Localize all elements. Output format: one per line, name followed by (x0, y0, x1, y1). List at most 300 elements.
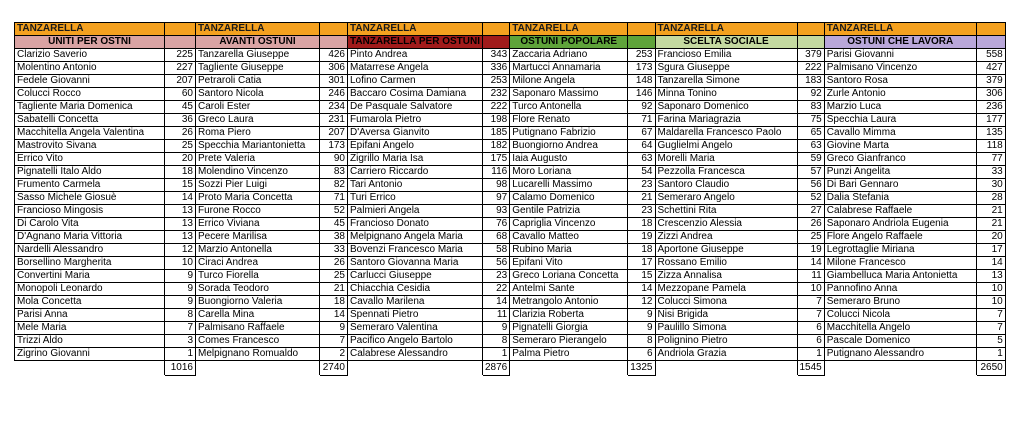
table-row (15, 179, 1006, 192)
candidate-name: Specchia Laura (824, 114, 976, 127)
candidate-votes: 90 (320, 153, 348, 166)
candidate-name: Zurle Antonio (824, 88, 976, 101)
candidate-votes: 59 (797, 153, 824, 166)
totals-row (15, 361, 1006, 376)
candidate-votes: 45 (165, 101, 196, 114)
candidate-votes: 64 (628, 140, 655, 153)
total-spacer (655, 361, 797, 376)
candidate-votes: 97 (483, 192, 510, 205)
coalition-spacer (628, 23, 655, 36)
candidate-votes: 118 (976, 140, 1005, 153)
candidate-name: D'Agnano Maria Vittoria (15, 231, 165, 244)
candidate-votes: 23 (483, 270, 510, 283)
candidate-name: Colucci Nicola (824, 309, 976, 322)
candidate-votes: 98 (483, 179, 510, 192)
table-row (15, 231, 1006, 244)
coalition-label: TANZARELLA (196, 23, 320, 36)
candidate-votes: 56 (483, 257, 510, 270)
candidate-votes: 25 (320, 270, 348, 283)
candidate-name: Zaccaria Adriano (510, 49, 628, 62)
candidate-votes: 18 (628, 218, 655, 231)
candidate-name: Colucci Rocco (15, 88, 165, 101)
table-row (15, 309, 1006, 322)
candidate-votes: 33 (320, 244, 348, 257)
candidate-name: Zigrino Giovanni (15, 348, 165, 361)
candidate-name: Tanzarella Simone (655, 75, 797, 88)
candidate-votes: 92 (628, 101, 655, 114)
table-row (15, 270, 1006, 283)
total-spacer (15, 361, 165, 376)
candidate-name: Francioso Mingosis (15, 205, 165, 218)
candidate-votes: 19 (628, 231, 655, 244)
candidate-votes: 20 (165, 153, 196, 166)
candidate-votes: 135 (976, 127, 1005, 140)
candidate-votes: 65 (797, 127, 824, 140)
candidate-name: Pignatelli Italo Aldo (15, 166, 165, 179)
candidate-votes: 1 (165, 348, 196, 361)
candidate-votes: 75 (797, 114, 824, 127)
candidate-name: Milone Francesco (824, 257, 976, 270)
candidate-votes: 12 (628, 296, 655, 309)
candidate-votes: 9 (165, 270, 196, 283)
candidate-name: Palma Pietro (510, 348, 628, 361)
list-name: UNITI PER OSTNI (15, 36, 165, 49)
candidate-name: Marzio Antonella (196, 244, 320, 257)
candidate-votes: 14 (320, 309, 348, 322)
candidate-name: Chiacchia Cesidia (348, 283, 483, 296)
table-row (15, 166, 1006, 179)
candidate-votes: 26 (320, 257, 348, 270)
candidate-name: Marzio Luca (824, 101, 976, 114)
candidate-name: Sorada Teodoro (196, 283, 320, 296)
list-total: 2650 (976, 361, 1005, 376)
candidate-name: Flore Angelo Raffaele (824, 231, 976, 244)
candidate-name: Tagliente Giuseppe (196, 62, 320, 75)
candidate-votes: 58 (483, 244, 510, 257)
candidate-votes: 183 (797, 75, 824, 88)
candidate-name: Calabrese Alessandro (348, 348, 483, 361)
candidate-name: Greco Laura (196, 114, 320, 127)
candidate-name: Roma Piero (196, 127, 320, 140)
coalition-row (15, 23, 1006, 36)
candidate-votes: 93 (483, 205, 510, 218)
candidate-votes: 198 (483, 114, 510, 127)
candidate-name: Francioso Emilia (655, 49, 797, 62)
candidate-votes: 177 (976, 114, 1005, 127)
candidate-name: Sabatelli Concetta (15, 114, 165, 127)
candidate-name: Colucci Simona (655, 296, 797, 309)
list-name-spacer (165, 36, 196, 49)
candidate-name: Caroli Ester (196, 101, 320, 114)
candidate-name: Spennati Pietro (348, 309, 483, 322)
candidate-votes: 9 (628, 322, 655, 335)
candidate-votes: 17 (976, 244, 1005, 257)
candidate-name: Punzi Angelita (824, 166, 976, 179)
candidate-votes: 13 (165, 218, 196, 231)
candidate-votes: 27 (797, 205, 824, 218)
candidate-votes: 11 (483, 309, 510, 322)
candidate-votes: 23 (628, 179, 655, 192)
candidate-name: Nardelli Alessandro (15, 244, 165, 257)
candidate-name: Comes Francesco (196, 335, 320, 348)
candidate-votes: 173 (320, 140, 348, 153)
candidate-name: Proto Maria Concetta (196, 192, 320, 205)
candidate-votes: 9 (483, 322, 510, 335)
candidate-name: Morelli Maria (655, 153, 797, 166)
candidate-name: Palmieri Angela (348, 205, 483, 218)
candidate-votes: 379 (797, 49, 824, 62)
candidate-name: Pinto Andrea (348, 49, 483, 62)
candidate-name: Di Bari Gennaro (824, 179, 976, 192)
results-table (14, 22, 1006, 376)
candidate-votes: 26 (165, 127, 196, 140)
table-row (15, 283, 1006, 296)
candidate-name: Sozzi Pier Luigi (196, 179, 320, 192)
table-row (15, 257, 1006, 270)
candidate-name: Milone Angela (510, 75, 628, 88)
candidate-votes: 83 (797, 101, 824, 114)
candidate-votes: 1 (483, 348, 510, 361)
coalition-label: TANZARELLA (655, 23, 797, 36)
candidate-votes: 6 (628, 348, 655, 361)
candidate-name: Macchitella Angelo (824, 322, 976, 335)
candidate-votes: 36 (165, 114, 196, 127)
candidate-votes: 8 (483, 335, 510, 348)
candidate-name: Parisi Anna (15, 309, 165, 322)
candidate-votes: 77 (976, 153, 1005, 166)
candidate-votes: 10 (797, 283, 824, 296)
table-row (15, 244, 1006, 257)
candidate-votes: 21 (320, 283, 348, 296)
candidate-name: Tagliente Maria Domenica (15, 101, 165, 114)
candidate-votes: 68 (483, 231, 510, 244)
list-name: OSTUNI CHE LAVORA (824, 36, 976, 49)
candidate-name: Mezzopane Pamela (655, 283, 797, 296)
candidate-name: Molendino Vincenzo (196, 166, 320, 179)
table-row (15, 114, 1006, 127)
candidate-name: Cavallo Matteo (510, 231, 628, 244)
candidate-name: Macchitella Angela Valentina (15, 127, 165, 140)
coalition-spacer (976, 23, 1005, 36)
candidate-name: Greco Gianfranco (824, 153, 976, 166)
list-total: 1545 (797, 361, 824, 376)
candidate-votes: 38 (320, 231, 348, 244)
candidate-votes: 232 (483, 88, 510, 101)
list-name-spacer (628, 36, 655, 49)
candidate-name: Epifani Angelo (348, 140, 483, 153)
candidate-votes: 246 (320, 88, 348, 101)
candidate-votes: 7 (797, 296, 824, 309)
candidate-votes: 343 (483, 49, 510, 62)
candidate-name: Francioso Donato (348, 218, 483, 231)
candidate-name: Clarizio Saverio (15, 49, 165, 62)
candidate-name: Greco Loriana Concetta (510, 270, 628, 283)
table-row (15, 348, 1006, 361)
candidate-votes: 52 (320, 205, 348, 218)
candidate-name: Putignano Fabrizio (510, 127, 628, 140)
candidate-votes: 301 (320, 75, 348, 88)
candidate-votes: 54 (628, 166, 655, 179)
candidate-votes: 222 (483, 101, 510, 114)
candidate-name: Cavallo Mimma (824, 127, 976, 140)
list-name-spacer (483, 36, 510, 49)
candidate-votes: 14 (976, 257, 1005, 270)
candidate-votes: 236 (976, 101, 1005, 114)
candidate-name: Santoro Giovanna Maria (348, 257, 483, 270)
candidate-name: Turi Errico (348, 192, 483, 205)
candidate-name: Errico Vito (15, 153, 165, 166)
candidate-name: Pacifico Angelo Bartolo (348, 335, 483, 348)
candidate-name: Carlucci Giuseppe (348, 270, 483, 283)
candidate-name: Turco Antonella (510, 101, 628, 114)
candidate-name: Dalia Stefania (824, 192, 976, 205)
candidate-name: Lucarelli Massimo (510, 179, 628, 192)
candidate-votes: 185 (483, 127, 510, 140)
candidate-name: Frumento Carmela (15, 179, 165, 192)
coalition-label: TANZARELLA (15, 23, 165, 36)
candidate-votes: 7 (320, 335, 348, 348)
candidate-votes: 231 (320, 114, 348, 127)
candidate-votes: 207 (320, 127, 348, 140)
candidate-votes: 207 (165, 75, 196, 88)
candidate-name: Schettini Rita (655, 205, 797, 218)
candidate-name: Melpignano Romualdo (196, 348, 320, 361)
list-total: 2740 (320, 361, 348, 376)
candidate-name: Iaia Augusto (510, 153, 628, 166)
candidate-votes: 253 (483, 75, 510, 88)
candidate-name: Palmisano Raffaele (196, 322, 320, 335)
candidate-name: Bovenzi Francesco Maria (348, 244, 483, 257)
candidate-name: Semeraro Valentina (348, 322, 483, 335)
candidate-name: Fedele Giovanni (15, 75, 165, 88)
candidate-votes: 92 (797, 88, 824, 101)
candidate-name: Semeraro Bruno (824, 296, 976, 309)
table-row (15, 101, 1006, 114)
candidate-votes: 28 (976, 192, 1005, 205)
candidate-name: Mastrovito Sivana (15, 140, 165, 153)
candidate-votes: 12 (165, 244, 196, 257)
candidate-votes: 2 (320, 348, 348, 361)
candidate-votes: 18 (165, 166, 196, 179)
candidate-votes: 71 (628, 114, 655, 127)
candidate-name: Monopoli Leonardo (15, 283, 165, 296)
table-row (15, 335, 1006, 348)
candidate-name: Baccaro Cosima Damiana (348, 88, 483, 101)
candidate-name: Santoro Rosa (824, 75, 976, 88)
candidate-votes: 17 (628, 257, 655, 270)
coalition-label: TANZARELLA (510, 23, 628, 36)
candidate-votes: 148 (628, 75, 655, 88)
candidate-name: Errico Viviana (196, 218, 320, 231)
candidate-votes: 13 (976, 270, 1005, 283)
total-spacer (348, 361, 483, 376)
candidate-votes: 7 (797, 309, 824, 322)
candidate-name: Zigrillo Maria Isa (348, 153, 483, 166)
candidate-votes: 15 (165, 179, 196, 192)
total-spacer (510, 361, 628, 376)
candidate-name: Pignatelli Giorgia (510, 322, 628, 335)
candidate-votes: 14 (483, 296, 510, 309)
candidate-votes: 76 (483, 218, 510, 231)
coalition-spacer (320, 23, 348, 36)
candidate-name: Santoro Claudio (655, 179, 797, 192)
candidate-name: D'Aversa Gianvito (348, 127, 483, 140)
candidate-name: Molentino Antonio (15, 62, 165, 75)
candidate-name: Zizza Annalisa (655, 270, 797, 283)
candidate-votes: 146 (628, 88, 655, 101)
candidate-votes: 21 (976, 218, 1005, 231)
candidate-name: Farina Mariagrazia (655, 114, 797, 127)
candidate-votes: 426 (320, 49, 348, 62)
candidate-name: Guglielmi Angelo (655, 140, 797, 153)
candidate-name: Buongiorno Valeria (196, 296, 320, 309)
list-total: 2876 (483, 361, 510, 376)
candidate-votes: 82 (320, 179, 348, 192)
candidate-votes: 227 (165, 62, 196, 75)
candidate-name: Tanzarella Giuseppe (196, 49, 320, 62)
candidate-name: Calamo Domenico (510, 192, 628, 205)
candidate-name: Turco Fiorella (196, 270, 320, 283)
candidate-votes: 67 (628, 127, 655, 140)
total-spacer (824, 361, 976, 376)
candidate-votes: 60 (165, 88, 196, 101)
candidate-votes: 306 (320, 62, 348, 75)
candidate-name: Calabrese Raffaele (824, 205, 976, 218)
candidate-name: Cavallo Marilena (348, 296, 483, 309)
candidate-name: Nisi Brigida (655, 309, 797, 322)
candidate-name: Putignano Alessandro (824, 348, 976, 361)
candidate-votes: 182 (483, 140, 510, 153)
candidate-name: Tari Antonio (348, 179, 483, 192)
candidate-name: Gentile Patrizia (510, 205, 628, 218)
candidate-votes: 13 (165, 231, 196, 244)
table-row (15, 322, 1006, 335)
total-spacer (196, 361, 320, 376)
candidate-name: Pecere Marilisa (196, 231, 320, 244)
results-body (15, 23, 1006, 376)
candidate-votes: 14 (797, 257, 824, 270)
candidate-votes: 18 (628, 244, 655, 257)
candidate-name: Metrangolo Antonio (510, 296, 628, 309)
coalition-spacer (797, 23, 824, 36)
candidate-name: Crescenzio Alessia (655, 218, 797, 231)
candidate-votes: 6 (797, 322, 824, 335)
candidate-name: De Pasquale Salvatore (348, 101, 483, 114)
table-row (15, 192, 1006, 205)
coalition-label: TANZARELLA (824, 23, 976, 36)
candidate-name: Prete Valeria (196, 153, 320, 166)
candidate-name: Moro Loriana (510, 166, 628, 179)
candidate-votes: 3 (165, 335, 196, 348)
table-row (15, 205, 1006, 218)
table-row (15, 62, 1006, 75)
candidate-votes: 7 (976, 322, 1005, 335)
candidate-votes: 253 (628, 49, 655, 62)
candidate-votes: 9 (165, 296, 196, 309)
list-total: 1016 (165, 361, 196, 376)
candidate-name: Capriglia Vincenzo (510, 218, 628, 231)
candidate-name: Rossano Emilio (655, 257, 797, 270)
coalition-spacer (483, 23, 510, 36)
candidate-name: Semeraro Pierangelo (510, 335, 628, 348)
candidate-votes: 5 (976, 335, 1005, 348)
candidate-votes: 83 (320, 166, 348, 179)
candidate-name: Fumarola Pietro (348, 114, 483, 127)
candidate-votes: 10 (976, 283, 1005, 296)
candidate-votes: 9 (320, 322, 348, 335)
coalition-spacer (165, 23, 196, 36)
candidate-votes: 21 (976, 205, 1005, 218)
candidate-name: Giambelluca Maria Antonietta (824, 270, 976, 283)
table-row (15, 153, 1006, 166)
candidate-votes: 225 (165, 49, 196, 62)
candidate-votes: 7 (976, 309, 1005, 322)
candidate-name: Flore Renato (510, 114, 628, 127)
candidate-votes: 22 (483, 283, 510, 296)
candidate-votes: 21 (628, 192, 655, 205)
candidate-name: Convertini Maria (15, 270, 165, 283)
candidate-name: Santoro Nicola (196, 88, 320, 101)
candidate-votes: 10 (976, 296, 1005, 309)
candidate-votes: 63 (797, 140, 824, 153)
candidate-name: Semeraro Angelo (655, 192, 797, 205)
candidate-votes: 306 (976, 88, 1005, 101)
candidate-name: Andriola Grazia (655, 348, 797, 361)
table-row (15, 75, 1006, 88)
candidate-votes: 427 (976, 62, 1005, 75)
candidate-name: Clarizia Roberta (510, 309, 628, 322)
candidate-votes: 1 (797, 348, 824, 361)
candidate-votes: 8 (165, 309, 196, 322)
list-name: OSTUNI POPOLARE (510, 36, 628, 49)
candidate-votes: 6 (797, 335, 824, 348)
candidate-votes: 71 (320, 192, 348, 205)
candidate-name: Antelmi Sante (510, 283, 628, 296)
candidate-votes: 379 (976, 75, 1005, 88)
candidate-votes: 57 (797, 166, 824, 179)
candidate-votes: 116 (483, 166, 510, 179)
candidate-votes: 558 (976, 49, 1005, 62)
candidate-name: Matarrese Angela (348, 62, 483, 75)
candidate-name: Parisi Giovanni (824, 49, 976, 62)
table-row (15, 49, 1006, 62)
candidate-votes: 10 (165, 257, 196, 270)
table-row (15, 140, 1006, 153)
candidate-name: Pannofino Anna (824, 283, 976, 296)
candidate-name: Buongiorno Andrea (510, 140, 628, 153)
candidate-votes: 11 (797, 270, 824, 283)
candidate-votes: 25 (165, 140, 196, 153)
candidate-votes: 14 (165, 192, 196, 205)
candidate-name: Trizzi Aldo (15, 335, 165, 348)
candidate-votes: 336 (483, 62, 510, 75)
candidate-votes: 18 (320, 296, 348, 309)
candidate-name: Ciraci Andrea (196, 257, 320, 270)
candidate-name: Lofino Carmen (348, 75, 483, 88)
candidate-votes: 56 (797, 179, 824, 192)
candidate-name: Petraroli Catia (196, 75, 320, 88)
candidate-name: Rubino Maria (510, 244, 628, 257)
candidate-name: Epifani Vito (510, 257, 628, 270)
candidate-votes: 19 (797, 244, 824, 257)
candidate-name: Polignino Pietro (655, 335, 797, 348)
candidate-name: Aportone Giuseppe (655, 244, 797, 257)
candidate-votes: 9 (628, 309, 655, 322)
list-name: TANZARELLA PER OSTUNI (348, 36, 483, 49)
candidate-votes: 15 (628, 270, 655, 283)
candidate-votes: 7 (165, 322, 196, 335)
candidate-name: Pezzolla Francesca (655, 166, 797, 179)
